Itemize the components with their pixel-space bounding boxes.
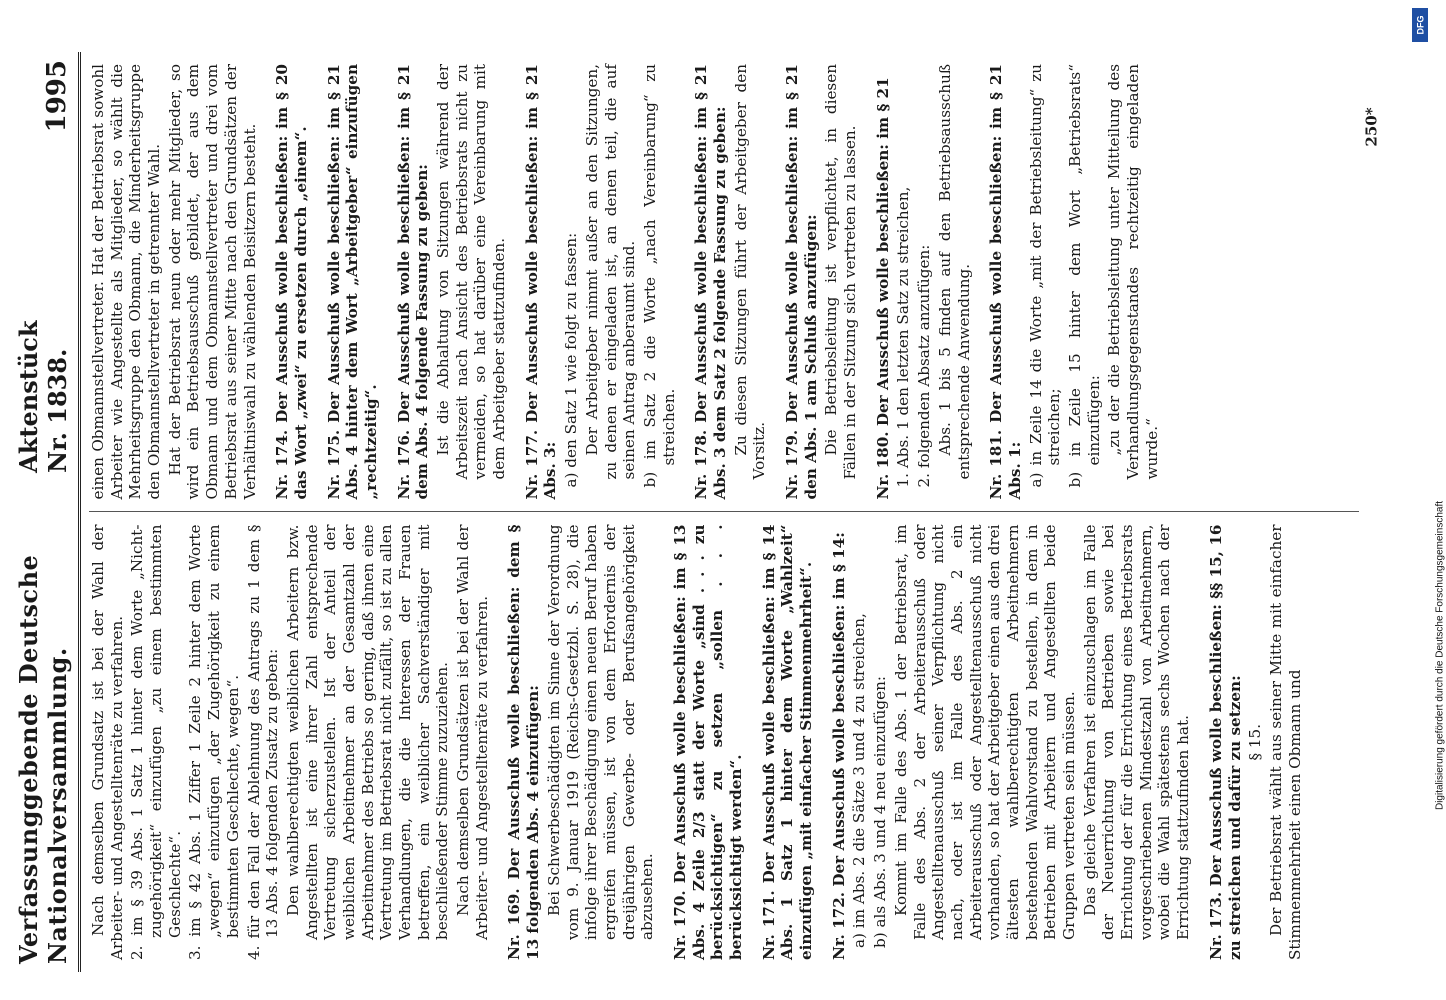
list-item: a) den Satz 1 wie folgt zu fassen: [562, 232, 581, 488]
dfg-logo-text: DFG [1415, 15, 1425, 35]
quoted-text: Nach demselben Grundsätzen ist bei der Wahl der Arbeiter- und Angestelltenräte zu verfahren. [454, 524, 491, 940]
quoted-text: Der Arbeitgeber nimmt außer an den Sitzungen, zu denen er eingeladen ist, an denen teil, die auf seinen Antrag anberaumt sind. [582, 64, 639, 480]
page-number: 1995 [42, 60, 72, 133]
motion-180: Nr. 180. Der Ausschuß wolle beschließen: im § 21 [873, 77, 892, 500]
page-title: Verfassunggebende Deutsche Nationalversammlung. [14, 554, 72, 964]
list-item: a) in Zeile 14 die Worte „mit der Betriebsleitung“ zu streichen; [1026, 64, 1064, 488]
list-item: b) als Abs. 3 und 4 neu einzufügen: [871, 675, 890, 948]
motion-170: Nr. 170. Der Ausschuß wolle beschließen: im § 13 Abs. 4 Zeile 2/3 statt der Worte „sind . . . zu berücksichtigen“ zu setzen „sollen . . . berücksichtigt werden“. [670, 524, 745, 960]
page-header [14, 52, 81, 972]
quoted-text: Bei Schwerbeschädigten im Sinne der Verordnung vom 9. Januar 1919 (Reichs-Gesetzbl. S. 28), die infolge ihrer Beschädigung einen neuen Beruf haben ergreifen müssen, ist von dem Erfordernis der dreijährigen Gewerbe- oder Berufsangehörigkeit abzusehen. [544, 524, 657, 940]
motion-172: Nr. 172. Der Ausschuß wolle beschließen: im § 14: [829, 532, 848, 960]
quoted-text: Das gleiche Verfahren ist einzuschlagen im Falle der Neuerrichtung von Betrieben sowie bei Errichtung der für die Errichtung eines Betriebsrats vorgeschriebenen Mindestzahl von Arbeitnehmern, wobei die Wahl spätestens sechs Wochen nach der Errichtung stattzufinden hat. [1080, 524, 1193, 940]
signature-mark: 250* [1362, 107, 1381, 147]
quoted-text: Zu diesen Sitzungen führt der Arbeitgeber den Vorsitz. [731, 64, 769, 480]
paragraph: Hat der Betriebsrat neun oder mehr Mitglieder, so wird ein Betriebsausschuß gebildet, der aus dem Obmann und dem Obmannstellvertreter und drei vom Betriebsrat aus seiner Mitte nach den Grundsätzen der Verhältniswahl zu wählenden Beisitzern besteht. [165, 64, 259, 500]
digitization-credit: Digitalisierung gefördert durch die Deutsche Forschungsgemeinschaft [1434, 500, 1446, 811]
list-item: 2. im § 39 Abs. 1 Satz 1 hinter dem Worte „Nicht-zugehörigkeit“ einzufügen „zu einem bestimmten Geschlechte“. [128, 524, 184, 960]
paragraph: Nach demselben Grundsatz ist bei der Wahl der Arbeiter- und Angestelltenräte zu verfahren. [89, 524, 126, 960]
motion-177: Nr. 177. Der Ausschuß wolle beschließen: im § 21 Abs. 3: [522, 64, 560, 500]
list-item: 4. für den Fall der Ablehnung des Antrags zu 1 dem § 13 Abs. 4 folgenden Zusatz zu geben: [244, 524, 282, 960]
list-item: 2. folgenden Absatz anzufügen: [915, 244, 934, 488]
motion-181: Nr. 181. Der Ausschuß wolle beschließen: im § 21 Abs. 1: [987, 64, 1024, 500]
quoted-text: Abs. 1 bis 5 finden auf den Betriebsausschuß entsprechende Anwendung. [935, 64, 973, 480]
list-item: a) im Abs. 2 die Sätze 3 und 4 zu streichen, [850, 613, 869, 948]
paragraph: einen Obmannstellvertreter. Hat der Betriebsrat sowohl Arbeiter wie Angestellte als Mitglieder, so wählt die Mehrheitsgruppe den Obmann, die Minderheitsgruppe den Obmannstellvertreter in getrennter Wahl. [89, 64, 164, 500]
motion-171: Nr. 171. Der Ausschuß wolle beschließen: im § 14 Abs. 1 Satz 1 hinter dem Worte „Wahlzeit“ einzufügen „mit einfacher Stimmenmehrheit“. [759, 524, 816, 960]
quoted-text: Die Betriebsleitung ist verpflichtet, in diesen Fällen in der Sitzung sich vertreten zu lassen. [822, 64, 860, 480]
list-item: 3. im § 42 Abs. 1 Ziffer 1 Zeile 2 hinter dem Worte „wegen“ einzufügen „der Zugehörigkeit zu einem bestimmten Geschlechte, wegen“. [186, 524, 242, 960]
list-item: b) in Zeile 15 hinter dem Wort „Betriebsrats“ einzufügen: [1065, 64, 1103, 488]
document-page [14, 52, 1368, 972]
quoted-text: Kommt im Falle des Abs. 1 der Betriebsrat, im Falle des Abs. 2 der Arbeiterausschuß oder Angestelltenausschuß seiner Verpflichtung nicht nach, oder ist im Falle des Abs. 2 ein Arbeiterausschuß oder Angestelltenausschuß nicht vorhanden, so hat der Arbeitgeber einen aus den drei ältesten wahlberechtigten Arbeitnehmern bestehenden Wahlvorstand zu bestellen, in dem in Betrieben mit Arbeitern und Angestellten beide Gruppen vertreten sein müssen. [891, 524, 1078, 940]
motion-178: Nr. 178. Der Ausschuß wolle beschließen: im § 21 Abs. 3 dem Satz 2 folgende Fassung zu geben: [692, 64, 729, 500]
list-item: 1. Abs. 1 den letzten Satz zu streichen, [894, 186, 913, 488]
quoted-text: „zu der die Betriebsleitung unter Mitteilung des Verhandlungsgegenstandes rechtzeitig eingeladen wurde.“ [1105, 64, 1161, 480]
quoted-text: Der Betriebsrat wählt aus seiner Mitte mit einfacher Stimmenmehrheit einen Obmann und [1266, 524, 1304, 960]
list-item: b) im Satz 2 die Worte „nach Vereinbarung“ zu streichen. [640, 64, 678, 488]
motion-174: Nr. 174. Der Ausschuß wolle beschließen: im § 20 das Wort „zwei“ zu ersetzen durch „einem“. [273, 64, 310, 500]
motion-176: Nr. 176. Der Ausschuß wolle beschließen: im § 21 dem Abs. 4 folgende Fassung zu geben: [394, 64, 432, 500]
right-column [89, 52, 1359, 513]
motion-179: Nr. 179. Der Ausschuß wolle beschließen: im § 21 den Abs. 1 am Schluß anzufügen: [783, 64, 820, 500]
document-number: Aktenstück Nr. 1838. [14, 320, 72, 473]
quoted-text: Ist die Abhaltung von Sitzungen während der Arbeitszeit nach Ansicht des Betriebsrats nicht zu vermeiden, so hat darüber eine Vereinbarung mit dem Arbeitgeber stattzufinden. [434, 64, 509, 480]
left-column [89, 513, 1359, 973]
motion-169: Nr. 169. Der Ausschuß wolle beschließen: dem § 13 folgenden Abs. 4 einzufügen: [505, 524, 543, 960]
dfg-logo [1412, 8, 1428, 42]
motion-173: Nr. 173. Der Ausschuß wolle beschließen: §§ 15, 16 zu streichen und dafür zu setzen: [1206, 524, 1244, 960]
motion-175: Nr. 175. Der Ausschuß wolle beschließen: im § 21 Abs. 4 hinter dem Wort „Arbeitgeber“ einzufügen „rechtzeitig“. [324, 64, 380, 500]
section-heading: § 15. [1246, 723, 1265, 761]
quoted-text: Den wahlberechtigten weiblichen Arbeitern bzw. Angestellten ist eine ihrer Zahl entsprechende Vertretung sicherzustellen. Ist der Anteil der weiblichen Arbeitnehmer an der Gesamtzahl der Arbeitnehmer des Betriebs so gering, daß ihnen eine Vertretung im Betriebsrat nicht zufällt, so ist zu allen Verhandlungen, die die Interessen der Frauen betreffen, ein weiblicher Sachverständiger mit beschließender Stimme zuzuziehen. [283, 524, 452, 940]
